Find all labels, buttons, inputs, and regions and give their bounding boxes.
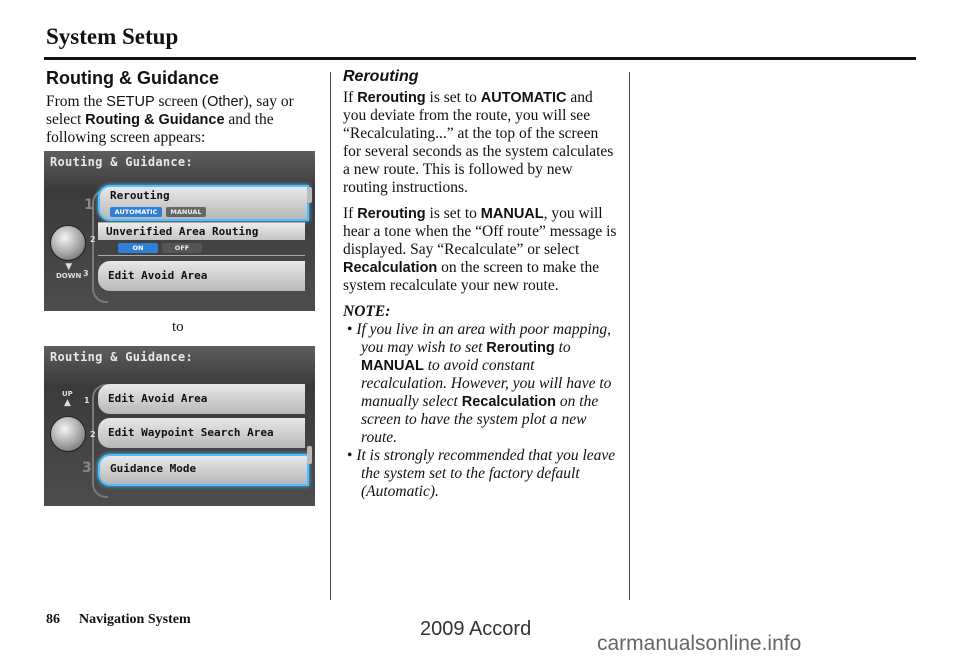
note-label: NOTE:: [343, 303, 391, 320]
down-label: DOWN: [56, 272, 82, 280]
item-number-1: 1: [84, 396, 90, 405]
bullet-glyph: •: [347, 447, 357, 464]
column-divider-right: [629, 72, 630, 600]
b1-kw-3: Recalculation: [461, 394, 557, 410]
p1-kw-1: Rerouting: [357, 90, 426, 106]
menu-item-label: Edit Avoid Area: [108, 392, 208, 405]
b1-text-3: to avoid constant recalculation. However, you will have to manually select: [361, 357, 612, 410]
p1-kw-2: AUTOMATIC: [480, 90, 567, 106]
intro-keyword: Routing & Guidance: [85, 112, 225, 128]
p1-text-2: is set to: [425, 89, 481, 106]
intro-text-3: ), say or select: [46, 93, 294, 128]
up-arrow-label: [62, 390, 73, 408]
header-rule: [44, 57, 916, 60]
pill-automatic[interactable]: AUTOMATIC: [110, 207, 162, 217]
b1-kw-1: Rerouting: [486, 340, 555, 356]
page-section-title: System Setup: [46, 24, 179, 49]
joystick-knob: [50, 225, 86, 261]
screenshot-routing-guidance-1: [44, 151, 315, 311]
joystick-knob: [50, 416, 86, 452]
menu-item-edit-avoid-area[interactable]: [98, 261, 305, 291]
pill-manual[interactable]: MANUAL: [166, 207, 206, 217]
b1-text-4: on the screen to have the system plot a new route.: [361, 393, 599, 446]
menu-item-unverified-area-routing[interactable]: [98, 222, 305, 256]
b1-text-2: to: [554, 339, 571, 356]
item-number-2: 2: [90, 430, 96, 439]
item-number-3: 3: [82, 460, 92, 476]
rerouting-paragraph-manual: [343, 205, 618, 295]
menu-item-label: Edit Avoid Area: [108, 269, 208, 282]
up-arrow-icon: ▲: [63, 398, 71, 408]
middle-column: [343, 68, 618, 501]
menu-item-edit-avoid-area[interactable]: [98, 384, 305, 414]
p2-kw-1: Rerouting: [357, 206, 426, 222]
intro-setup: SETUP: [106, 94, 155, 110]
p2-kw-3: Recalculation: [343, 260, 438, 276]
intro-text-4: and the following screen appears:: [46, 111, 274, 146]
rerouting-paragraph-automatic: [343, 89, 618, 197]
intro-text-1: From the: [46, 93, 107, 110]
note-bullet-1: [343, 321, 618, 447]
menu-item-label: Rerouting: [110, 189, 170, 202]
bullet-glyph: •: [347, 321, 357, 338]
menu-item-label: Guidance Mode: [110, 462, 197, 475]
subsection-heading: Rerouting: [343, 68, 419, 85]
intro-paragraph: [46, 93, 316, 147]
pill-off[interactable]: OFF: [162, 243, 202, 253]
item-number-1: 1: [84, 197, 94, 213]
b2-text: It is strongly recommended that you leave the system set to the factory default (Automatic).: [356, 447, 616, 500]
b1-text-1: If you live in an area with poor mapping, you may wish to set: [356, 321, 612, 356]
menu-item-guidance-mode[interactable]: [98, 454, 309, 486]
p2-kw-2: MANUAL: [480, 206, 544, 222]
watermark-site: carmanualsonline.info: [597, 632, 802, 655]
item-number-2: 2: [90, 235, 96, 244]
menu-item-label: Unverified Area Routing: [98, 223, 305, 240]
intro-text-2: screen (: [154, 93, 208, 110]
item-number-3: 3: [83, 269, 89, 278]
p2-text-3: , you will hear a tone when the “Off route” message is displayed. Say “Recalculate” or select: [343, 205, 617, 258]
b1-kw-2: MANUAL: [361, 358, 424, 374]
scrollbar[interactable]: [307, 446, 312, 464]
p2-text-2: is set to: [425, 205, 481, 222]
screenshot-routing-guidance-2: [44, 346, 315, 506]
note-bullet-2: [343, 447, 618, 501]
down-arrow-icon: ▼: [65, 262, 73, 272]
column-divider-left: [330, 72, 331, 600]
pill-on[interactable]: ON: [118, 243, 158, 253]
p2-text-4: on the screen to make the system recalculate your new route.: [343, 259, 600, 294]
page-number: 86: [46, 612, 60, 627]
caption-to: to: [172, 319, 184, 335]
intro-other: Other: [207, 94, 244, 110]
p1-text-3: and you deviate from the route, you will see “Recalculating...” at the top of the screen for several seconds as the system calculates a new route. This is followed by new routing instructions.: [343, 89, 614, 196]
section-heading: Routing & Guidance: [46, 68, 219, 88]
watermark-model: 2009 Accord: [420, 618, 532, 640]
down-arrow-label: [56, 262, 81, 280]
p1-text-1: If: [343, 89, 358, 106]
menu-item-rerouting[interactable]: [98, 185, 309, 221]
menu-item-label: Edit Waypoint Search Area: [108, 426, 274, 439]
left-column: [46, 68, 316, 147]
screen-title: Routing & Guidance:: [50, 350, 193, 364]
footer-label: Navigation System: [79, 612, 191, 627]
up-label: UP: [62, 390, 73, 398]
p2-text-1: If: [343, 205, 358, 222]
screen-title: Routing & Guidance:: [50, 155, 193, 169]
scrollbar[interactable]: [307, 187, 312, 203]
menu-item-edit-waypoint-search-area[interactable]: [98, 418, 305, 448]
